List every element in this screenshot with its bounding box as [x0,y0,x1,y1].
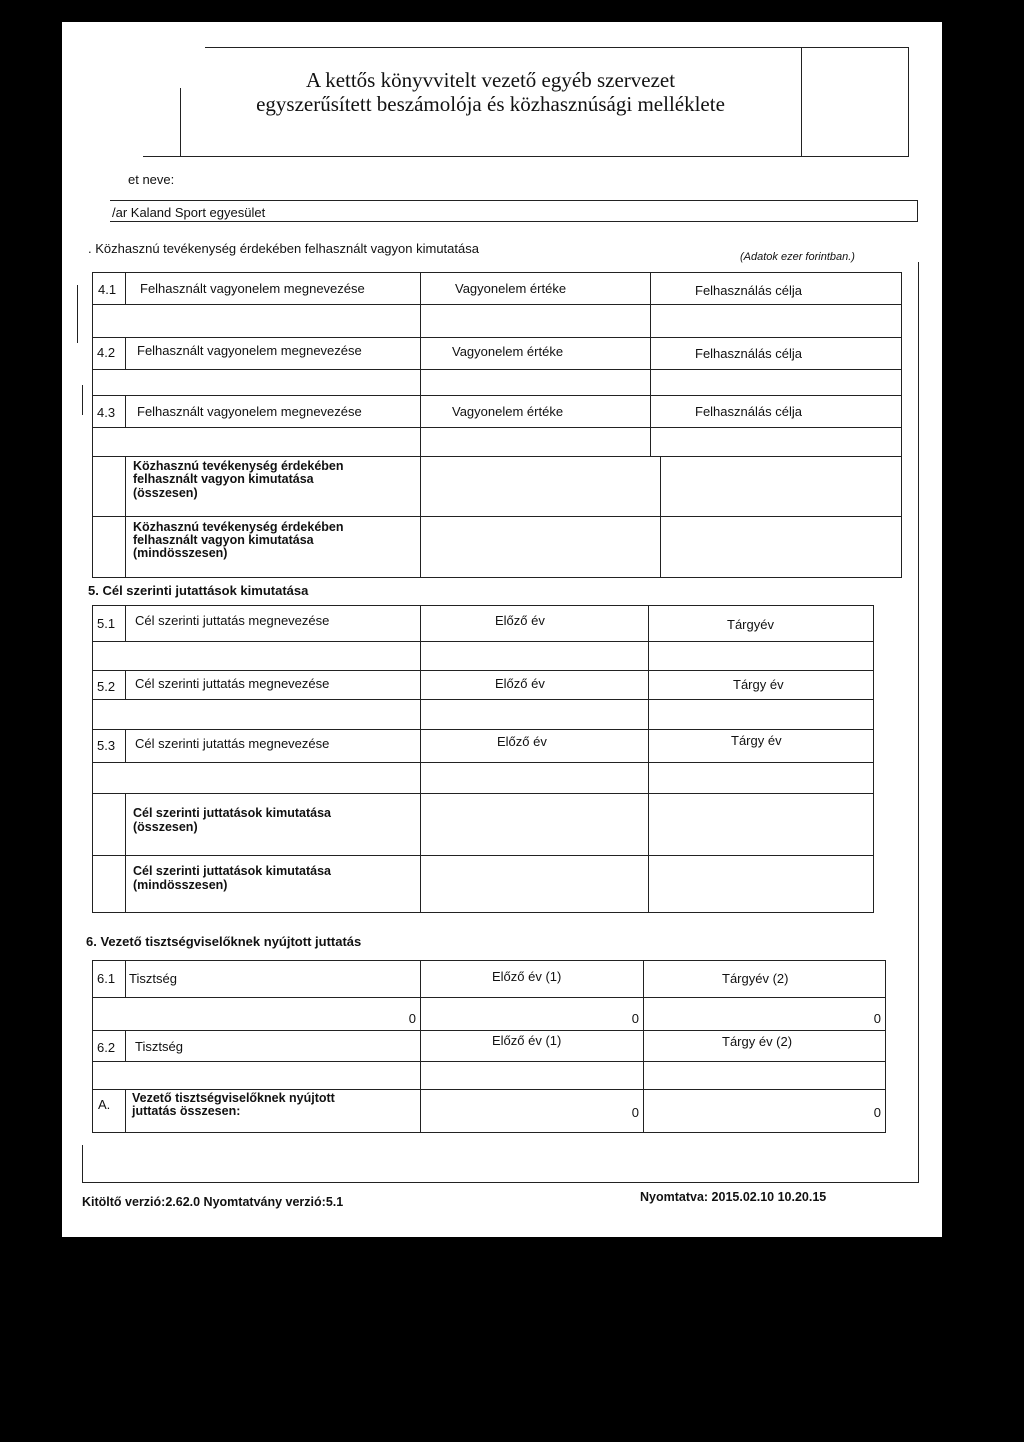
org-bottom-line [110,221,918,222]
section5-title: 5. Cél szerinti jutattások kimutatása [88,583,309,598]
row-5-2-num: 5.2 [97,679,116,694]
row-5-2-current: Tárgy év [733,677,784,692]
org-right-line [917,200,918,222]
org-top-line [110,200,918,201]
summary-label-line2: juttatás összesen: [132,1104,241,1118]
row-4-3-purpose: Felhasználás célja [695,404,802,419]
section5-total-line1: Cél szerinti juttatások kimutatása [133,806,331,820]
row-4-1-num: 4.1 [98,282,117,297]
row-4-3-name: Felhasznált vagyonelem megnevezése [137,404,362,419]
row-5-1-current: Tárgyév [727,617,774,632]
outer-right-line [918,262,919,1182]
row-5-1-num: 5.1 [97,616,116,631]
section4-total-line2: felhasznált vagyon kimutatása [133,472,314,486]
row-6-1-current: Tárgyév (2) [722,971,789,986]
row-6-1-value-2: 0 [631,1011,639,1026]
row-5-3-name: Cél szerinti jutattás megnevezése [135,736,330,751]
form-title-line1: A kettős könyvvitelt vezető egyéb szervezet [305,68,676,92]
section6-title: 6. Vezető tisztségviselőknek nyújtott juttatás [86,934,362,949]
row-4-2-name: Felhasznált vagyonelem megnevezése [137,343,362,358]
section5-grand-total-line1: Cél szerinti juttatások kimutatása [133,864,331,878]
row-5-3-prev: Előző év [497,734,547,749]
section5-total-line2: (összesen) [133,820,198,834]
form-title-line2: egyszerűsített beszámolója és közhasznúsági melléklete [256,92,725,116]
row-4-3-value: Vagyonelem értéke [452,404,564,419]
footer-version: Kitöltő verzió:2.62.0 Nyomtatvány verzió:5.1 [82,1195,344,1209]
org-name-value: /ar Kaland Sport egyesület [112,205,266,220]
row-6-1-prev: Előző év (1) [492,969,562,984]
header-bottom-line [143,156,909,157]
page-bottom-line [82,1182,919,1183]
summary-value-prev: 0 [631,1105,639,1120]
section4-grand-total-line1: Közhasznú tevékenység érdekében [133,520,344,534]
summary-label-line1: Vezető tisztségviselőknek nyújtott [132,1091,335,1105]
section5-grand-total-line2: (mindösszesen) [133,878,228,892]
outer-left-line-2 [82,385,83,415]
header-right-line [908,48,909,157]
row-6-1-value-3: 0 [873,1011,881,1026]
section4-grand-total-line2: felhasznált vagyon kimutatása [133,533,314,547]
row-6-2-position: Tisztség [135,1039,183,1054]
row-5-3-current: Tárgy év [731,733,782,748]
row-5-2-name: Cél szerinti juttatás megnevezése [135,676,330,691]
section4-total-line1: Közhasznú tevékenység érdekében [133,459,344,473]
row-6-2-prev: Előző év (1) [492,1033,562,1048]
row-6-1-num: 6.1 [97,971,116,986]
section4-grand-total-line3: (mindösszesen) [133,546,228,560]
row-6-1-position: Tisztség [129,971,177,986]
row-4-2-value: Vagyonelem értéke [452,344,564,359]
row-5-1-prev: Előző év [495,613,545,628]
row-4-1-value: Vagyonelem értéke [455,281,567,296]
row-5-3-num: 5.3 [97,738,116,753]
summary-value-current: 0 [873,1105,881,1120]
outer-left-line-1 [77,285,78,343]
summary-num: A. [98,1097,111,1112]
header-top-line [205,47,909,48]
row-6-1-value-1: 0 [408,1011,416,1026]
section4-title: . Közhasznú tevékenység érdekében felhasznált vagyon kimutatása [88,241,479,256]
row-6-2-current: Tárgy év (2) [722,1034,793,1049]
unit-note: (Adatok ezer forintban.) [740,251,855,263]
row-4-1-name: Felhasznált vagyonelem megnevezése [140,281,365,296]
row-4-1-purpose: Felhasználás célja [695,283,802,298]
row-4-2-num: 4.2 [97,345,116,360]
row-4-2-purpose: Felhasználás célja [695,346,802,361]
header-divider-line [801,48,802,157]
section4-total-line3: (összesen) [133,486,198,500]
row-5-2-prev: Előző év [495,676,545,691]
row-6-2-num: 6.2 [97,1040,116,1055]
row-5-1-name: Cél szerinti juttatás megnevezése [135,613,330,628]
row-4-3-num: 4.3 [97,405,116,420]
footer-printed: Nyomtatva: 2015.02.10 10.20.15 [640,1190,827,1204]
org-name-label: et neve: [128,172,175,187]
